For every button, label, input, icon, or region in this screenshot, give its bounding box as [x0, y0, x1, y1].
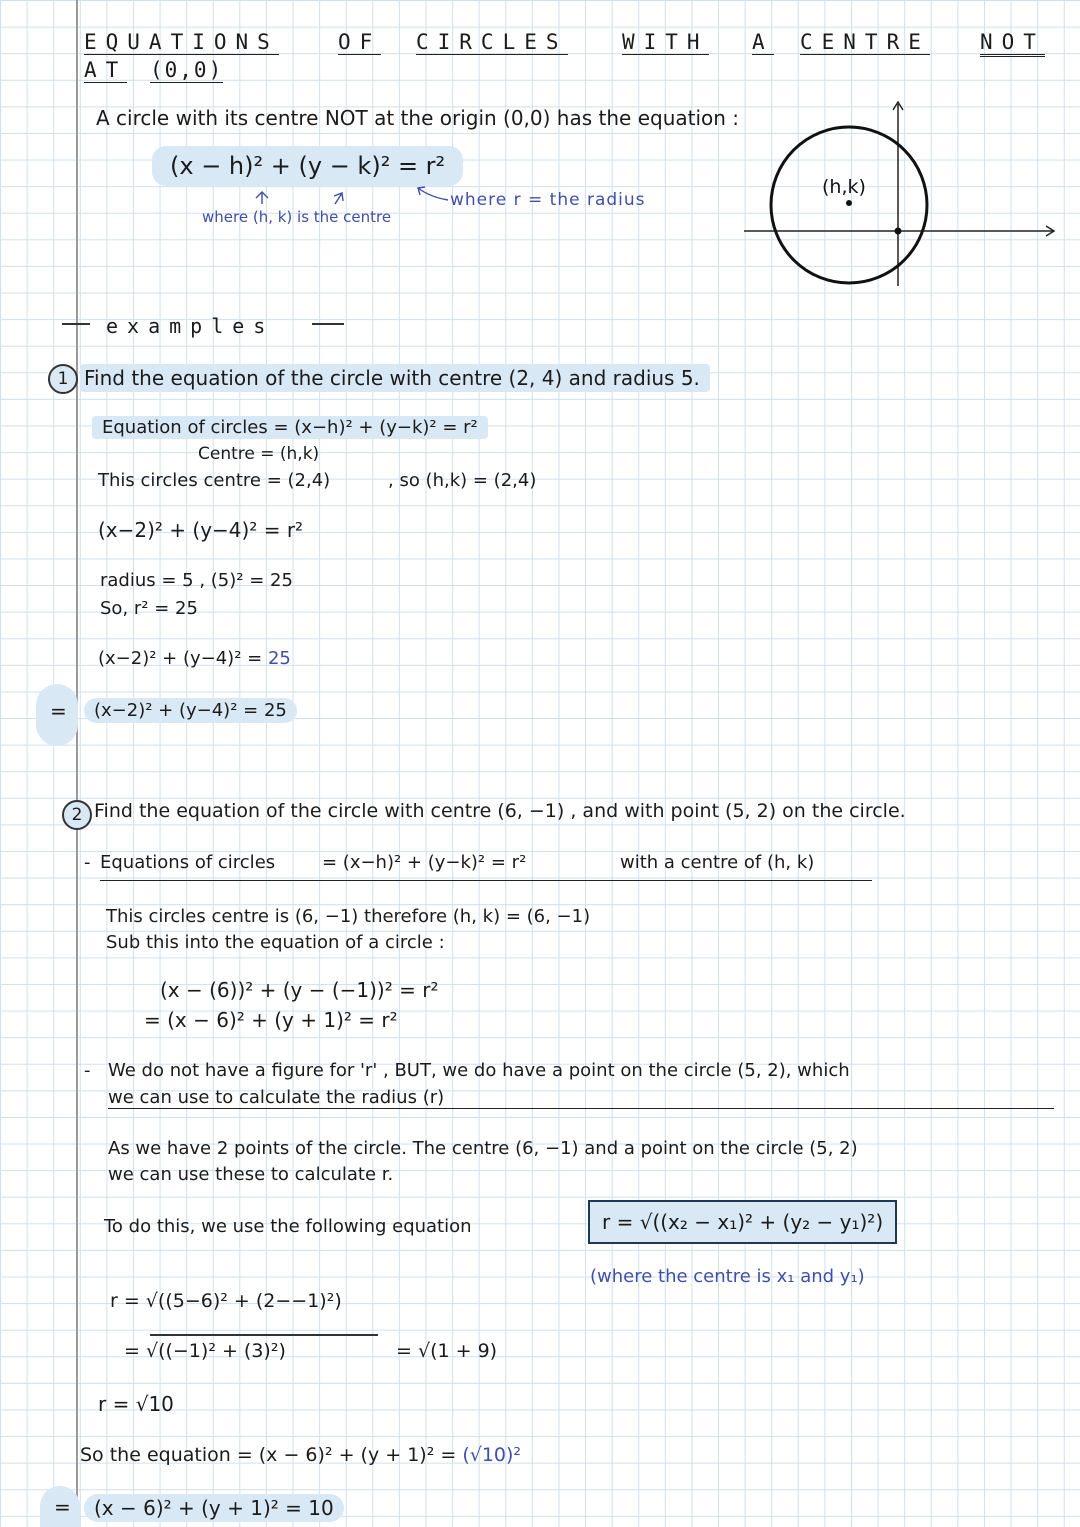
- title-origin: (0,0): [150, 58, 224, 82]
- title-word: AT: [84, 58, 128, 82]
- calculation-step: = √(1 + 9): [396, 1340, 498, 1362]
- general-equation: = (x−h)² + (y−k)² = r²: [322, 852, 527, 873]
- axis-point: [895, 228, 902, 235]
- example2-question: Find the equation of the circle with centre (6, −1) , and with point (5, 2) on the circle.: [94, 800, 906, 822]
- divider: [150, 1334, 378, 1336]
- equation-line: [80, 1444, 521, 1466]
- calculation-step: r = √((5−6)² + (2−−1)²): [110, 1290, 342, 1312]
- centre-note: where (h, k) is the centre: [202, 208, 392, 226]
- centre-line-hk: , so (h,k) = (2,4): [388, 470, 537, 491]
- general-centre-note: with a centre of (h, k): [620, 852, 815, 873]
- r-squared-line: So, r² = 25: [100, 598, 198, 619]
- radius-note: where r = the radius: [450, 190, 646, 210]
- calculation-step: = √((−1)² + (3)²): [124, 1340, 286, 1362]
- formula-note: (where the centre is x₁ and y₁): [590, 1266, 865, 1287]
- note-line: We do not have a figure for 'r' , BUT, we do have a point on the circle (5, 2), which: [108, 1060, 850, 1081]
- general-equation-row: [100, 852, 872, 881]
- points-line: As we have 2 points of the circle. The centre (6, −1) and a point on the circle (5, 2): [108, 1138, 858, 1159]
- title-word: OF: [338, 30, 382, 54]
- centre-definition: Centre = (h,k): [198, 444, 320, 464]
- circle-diagram: [740, 96, 1060, 296]
- example1-question: Find the equation of the circle with centre (2, 4) and radius 5.: [80, 364, 710, 392]
- circle-equation: (x − h)² + (y − k)² = r²: [152, 146, 463, 186]
- example-number-badge: 1: [48, 364, 78, 394]
- dash-marker: -: [84, 852, 91, 873]
- title-word: CENTRE: [800, 30, 930, 54]
- general-equation: Equation of circles = (x−h)² + (y−k)² = r²: [92, 416, 488, 439]
- points-line: we can use these to calculate r.: [108, 1164, 394, 1185]
- example-number-badge: 2: [62, 800, 92, 830]
- equation-rhs: 25: [267, 648, 291, 669]
- answer-marker: =: [50, 699, 67, 723]
- equation-lhs: So the equation = (x − 6)² + (y + 1)² =: [80, 1444, 457, 1466]
- centre-line: This circles centre is (6, −1) therefore (h, k) = (6, −1): [106, 906, 591, 927]
- distance-formula: r = √((x₂ − x₁)² + (y₂ − y₁)²): [588, 1200, 897, 1244]
- radius-line: radius = 5 , (5)² = 25: [100, 570, 293, 591]
- title-word: EQUATIONS: [84, 30, 279, 54]
- note-line: we can use to calculate the radius (r): [108, 1087, 1054, 1109]
- method-line: To do this, we use the following equation: [104, 1216, 472, 1237]
- divider: [312, 323, 344, 325]
- centre-point: [846, 200, 852, 206]
- general-equation-label: Equations of circles: [100, 852, 276, 873]
- answer-marker: =: [54, 1495, 71, 1519]
- substitute-line: Sub this into the equation of a circle :: [106, 932, 445, 953]
- intro-statement: A circle with its centre NOT at the origin (0,0) has the equation :: [96, 106, 740, 130]
- equation-lhs: (x−2)² + (y−4)² =: [98, 648, 263, 669]
- substituted-equation: (x−2)² + (y−4)² = r²: [98, 518, 304, 542]
- equation-line: [98, 648, 291, 669]
- centre-line: This circles centre = (2,4): [98, 470, 331, 491]
- title-word: A: [752, 30, 774, 54]
- simplified-equation: = (x − 6)² + (y + 1)² = r²: [144, 1008, 398, 1032]
- example1-answer: (x−2)² + (y−4)² = 25: [84, 698, 297, 723]
- substituted-equation: (x − (6))² + (y − (−1))² = r²: [160, 978, 439, 1002]
- divider: [62, 323, 90, 325]
- example2-answer: (x − 6)² + (y + 1)² = 10: [84, 1494, 344, 1522]
- title-word: CIRCLES: [416, 30, 568, 54]
- dash-marker: -: [84, 1060, 91, 1081]
- title-word: WITH: [622, 30, 709, 54]
- examples-heading: examples: [106, 314, 275, 338]
- radius-result: r = √10: [98, 1392, 174, 1416]
- centre-label: (h,k): [822, 176, 866, 198]
- title-word: NOT: [980, 30, 1045, 57]
- equation-rhs: (√10)²: [462, 1444, 522, 1466]
